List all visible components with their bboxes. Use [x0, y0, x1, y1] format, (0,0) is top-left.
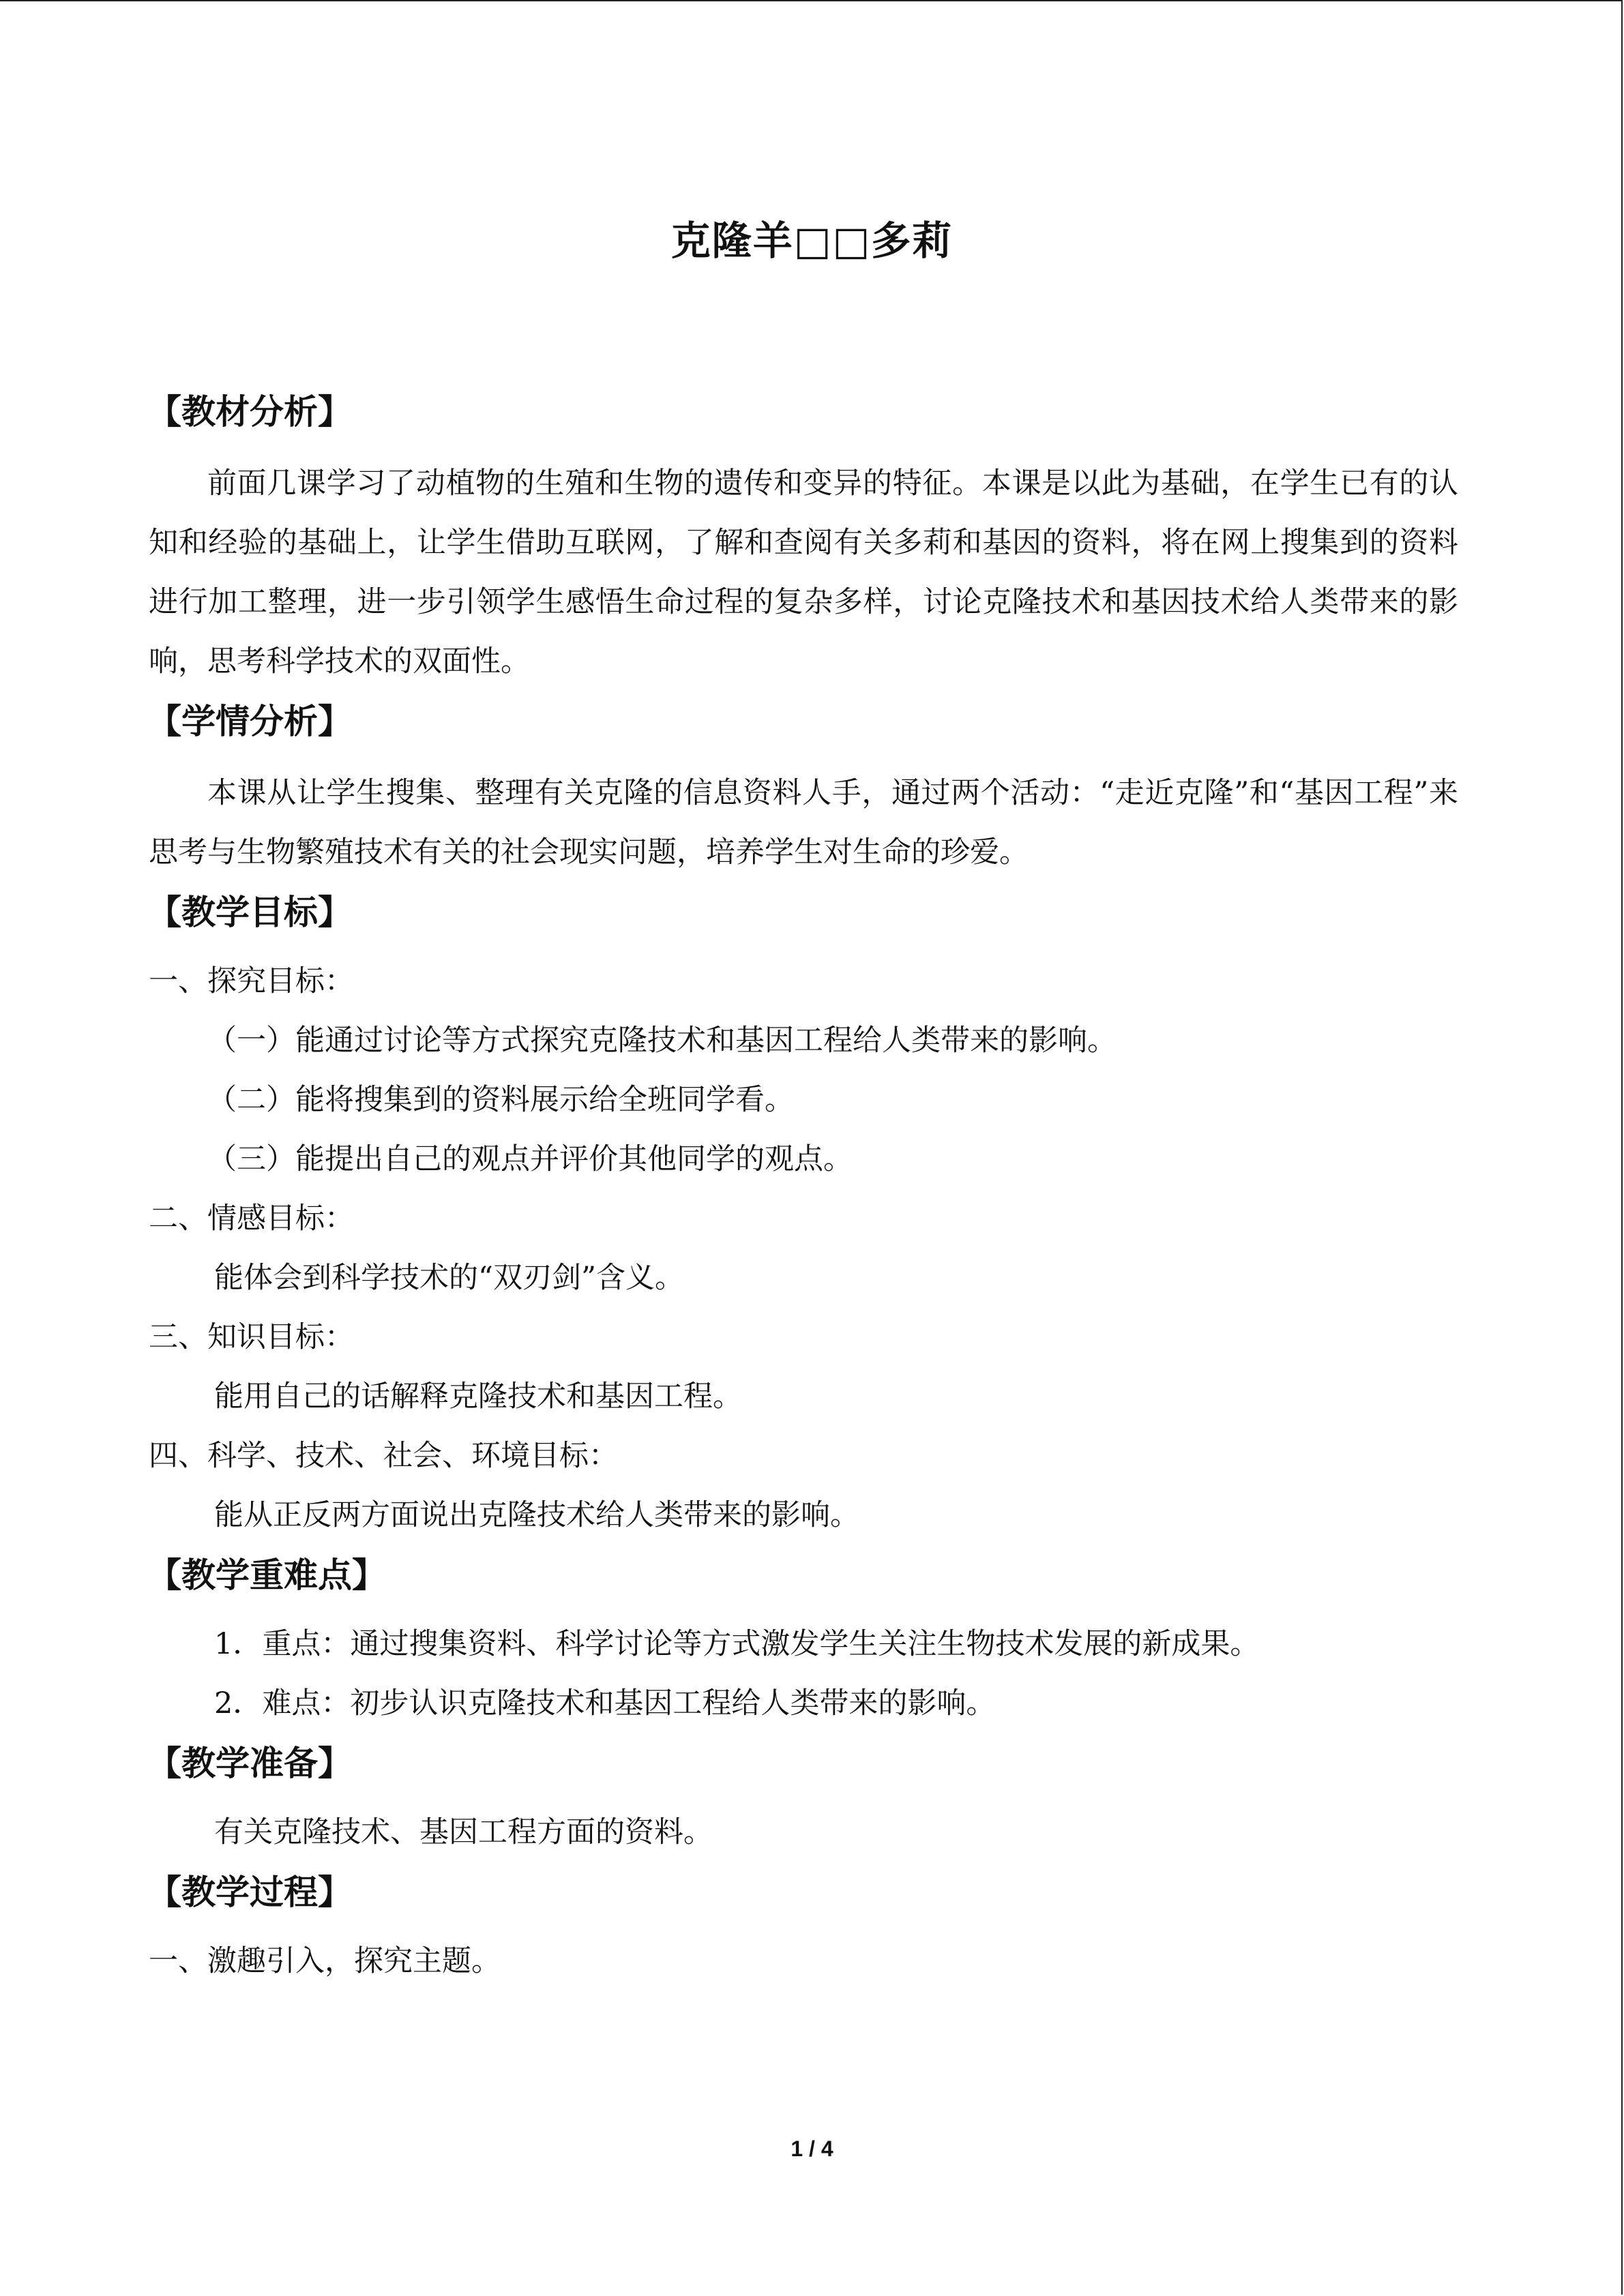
inquiry-goal-item: （二）能将搜集到的资料展示给全班同学看。 — [207, 1083, 794, 1117]
key-point-item: 1．重点：通过搜集资料、科学讨论等方式激发学生关注生物技术发展的新成果。 — [214, 1627, 1260, 1661]
emotion-goal-text: 能体会到科学技术的“双刃剑”含义。 — [214, 1261, 684, 1295]
inquiry-goal-item: （三）能提出自己的观点并评价其他同学的观点。 — [207, 1142, 853, 1176]
heading-key-points: 【教学重难点】 — [147, 1555, 386, 1595]
heading-student-analysis: 【学情分析】 — [147, 702, 352, 741]
inquiry-goal-title: 一、探究目标： — [149, 964, 354, 998]
page-number: 1 / 4 — [791, 2136, 833, 2161]
key-point-item: 2．难点：初步认识克隆技术和基因工程给人类带来的影响。 — [214, 1686, 996, 1720]
stse-goal-title: 四、科学、技术、社会、环境目标： — [149, 1439, 618, 1473]
preparation-text: 有关克隆技术、基因工程方面的资料。 — [214, 1815, 713, 1849]
emotion-goal-title: 二、情感目标： — [149, 1202, 354, 1236]
heading-preparation: 【教学准备】 — [147, 1744, 352, 1783]
heading-teaching-process: 【教学过程】 — [147, 1873, 352, 1912]
knowledge-goal-text: 能用自己的话解释克隆技术和基因工程。 — [214, 1380, 742, 1414]
knowledge-goal-title: 三、知识目标： — [149, 1320, 354, 1354]
process-step-1: 一、激趣引入，探究主题。 — [149, 1944, 501, 1978]
heading-teaching-goals: 【教学目标】 — [147, 893, 352, 932]
stse-goal-text: 能从正反两方面说出克隆技术给人类带来的影响。 — [214, 1498, 859, 1532]
student-analysis-paragraph: 本课从让学生搜集、整理有关克隆的信息资料人手，通过两个活动：“走近克隆”和“基因工程”来思考与生物繁殖技术有关的社会现实问题，培养学生对生命的珍爱。 — [149, 776, 1458, 869]
document-body — [149, 382, 1458, 1991]
heading-material-analysis: 【教材分析】 — [147, 392, 352, 432]
document-title: 克隆羊□□多莉 — [670, 218, 954, 264]
material-analysis-paragraph: 前面几课学习了动植物的生殖和生物的遗传和变异的特征。本课是以此为基础，在学生已有的认知和经验的基础上，让学生借助互联网，了解和查阅有关多莉和基因的资料，将在网上搜集到的资料进行加工整理，进一步引领学生感悟生命过程的复杂多样，讨论克隆技术和基因技术给人类带来的影响，思考科学技术的双面性。 — [149, 466, 1458, 679]
inquiry-goal-item: （一）能通过讨论等方式探究克隆技术和基因工程给人类带来的影响。 — [207, 1024, 1117, 1058]
